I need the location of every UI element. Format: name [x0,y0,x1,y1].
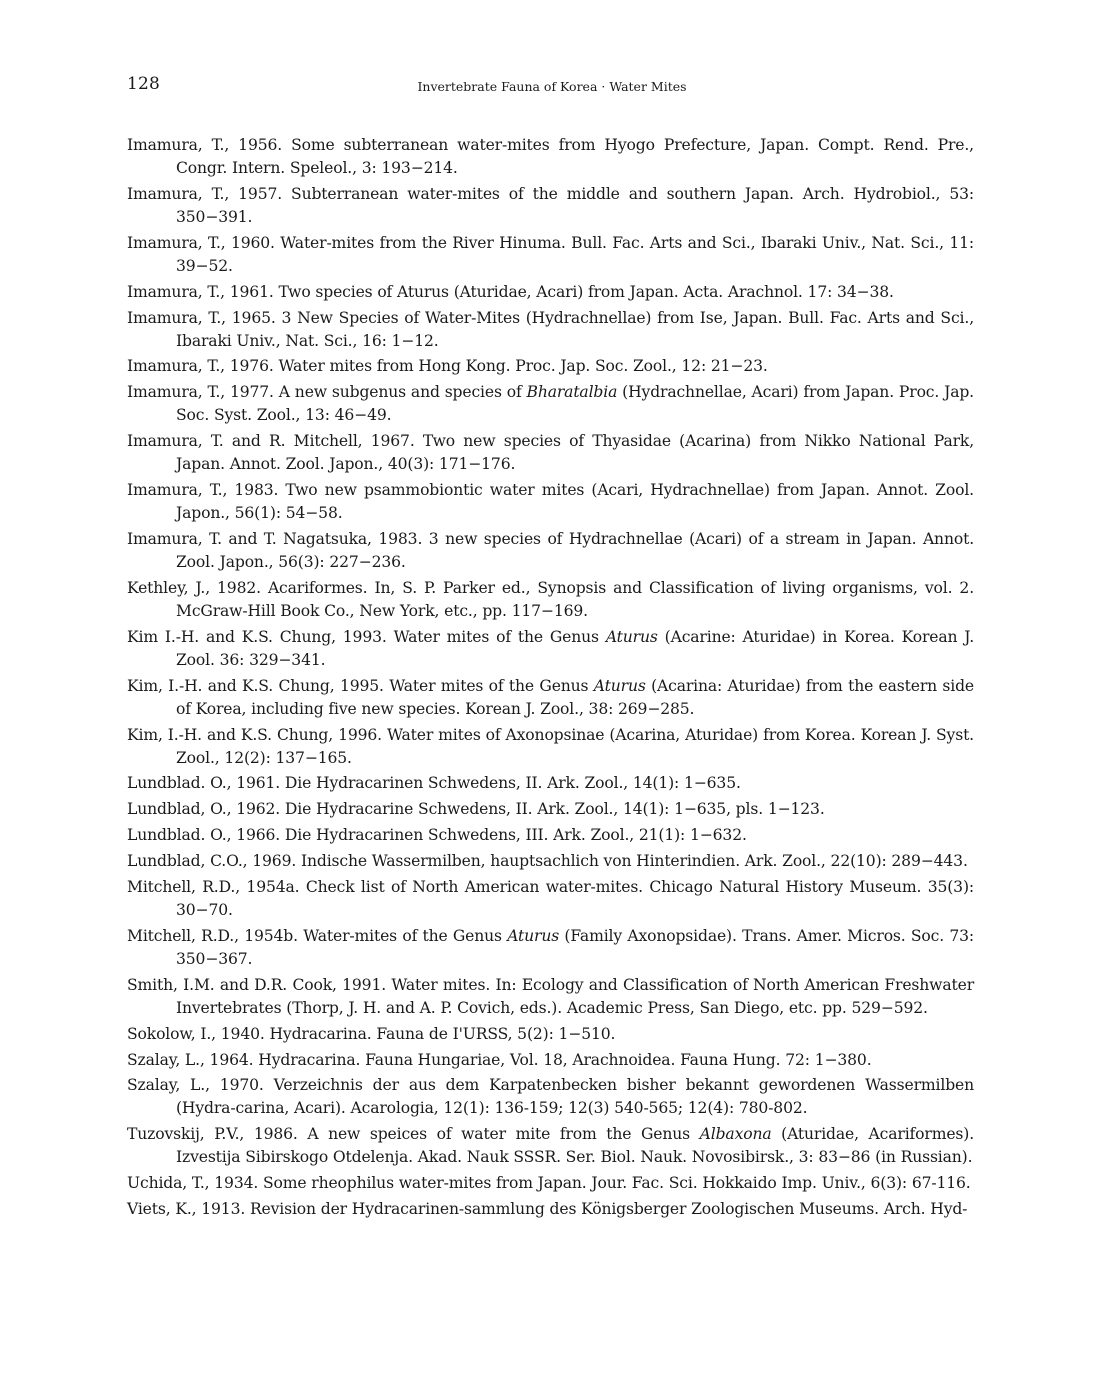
reference-entry: Imamura, T., 1957. Subterranean water-mites of the middle and southern Japan. Arch. Hydrobiol., 53: 350−391. [127,184,974,226]
reference-entry: Imamura, T., 1977. A new subgenus and species of Bharatalbia (Hydrachnellae, Acari) from Japan. Proc. Jap. Soc. Syst. Zool., 13: 46−49. [127,383,974,425]
reference-entry: Imamura, T., 1983. Two new psammobiontic water mites (Acari, Hydrachnellae) from Japan. Annot. Zool. Japon., 56(1): 54−58. [127,481,974,523]
reference-entry: Imamura, T., 1960. Water-mites from the River Hinuma. Bull. Fac. Arts and Sci., Ibaraki Univ., Nat. Sci., 11: 39−52. [127,233,974,275]
reference-entry: Mitchell, R.D., 1954a. Check list of North American water-mites. Chicago Natural History Museum. 35(3): 30−70. [127,878,974,920]
reference-entry: Kim, I.-H. and K.S. Chung, 1996. Water mites of Axonopsinae (Acarina, Aturidae) from Korea. Korean J. Syst. Zool., 12(2): 137−165. [127,725,974,767]
reference-entry: Imamura, T., 1976. Water mites from Hong Kong. Proc. Jap. Soc. Zool., 12: 21−23. [127,357,768,376]
reference-list [127,134,974,1224]
reference-entry: Mitchell, R.D., 1954b. Water-mites of the Genus Aturus (Family Axonopsidae). Trans. Amer. Micros. Soc. 73: 350−367. [127,926,974,968]
reference-entry: Imamura, T., 1965. 3 New Species of Water-Mites (Hydrachnellae) from Ise, Japan. Bull. Fac. Arts and Sci., Ibaraki Univ., Nat. Sci., 16: 1−12. [127,308,974,350]
reference-entry: Lundblad, O., 1962. Die Hydracarine Schwedens, II. Ark. Zool., 14(1): 1−635, pls. 1−123. [127,800,825,819]
running-header: Invertebrate Fauna of Korea · Water Mites [417,79,687,94]
page-number: 128 [127,74,161,94]
reference-entry: Viets, K., 1913. Revision der Hydracarinen-sammlung des Königsberger Zoologischen Museums. Arch. Hyd- [127,1200,968,1219]
reference-entry: Kethley, J., 1982. Acariformes. In, S. P. Parker ed., Synopsis and Classification of living organisms, vol. 2. McGraw-Hill Book Co., New York, etc., pp. 117−169. [127,578,974,620]
reference-entry: Szalay, L., 1964. Hydracarina. Fauna Hungariae, Vol. 18, Arachnoidea. Fauna Hung. 72: 1−380. [127,1050,872,1069]
reference-entry: Kim, I.-H. and K.S. Chung, 1995. Water mites of the Genus Aturus (Acarina: Aturidae) from the eastern side of Korea, including five new species. Korean J. Zool., 38: 269−285. [127,676,974,718]
reference-entry: Kim I.-H. and K.S. Chung, 1993. Water mites of the Genus Aturus (Acarine: Aturidae) in Korea. Korean J. Zool. 36: 329−341. [127,627,975,669]
reference-entry: Lundblad. O., 1961. Die Hydracarinen Schwedens, II. Ark. Zool., 14(1): 1−635. [127,774,741,793]
reference-entry: Smith, I.M. and D.R. Cook, 1991. Water mites. In: Ecology and Classification of North American Freshwater Invertebrates (Thorp, J. H. and A. P. Covich, eds.). Academic Press, San Diego, etc. pp. 529−592. [127,975,974,1017]
reference-entry: Lundblad. O., 1966. Die Hydracarinen Schwedens, III. Ark. Zool., 21(1): 1−632. [127,826,747,845]
reference-entry: Imamura, T., 1956. Some subterranean water-mites from Hyogo Prefecture, Japan. Compt. Rend. Pre., Congr. Intern. Speleol., 3: 193−214. [127,136,974,177]
reference-entry: Imamura, T. and R. Mitchell, 1967. Two new species of Thyasidae (Acarina) from Nikko National Park, Japan. Annot. Zool. Japon., 40(3): 171−176. [127,432,974,474]
reference-entry: Imamura, T., 1961. Two species of Aturus (Aturidae, Acari) from Japan. Acta. Arachnol. 17: 34−38. [127,282,894,301]
reference-entry: Uchida, T., 1934. Some rheophilus water-mites from Japan. Jour. Fac. Sci. Hokkaido Imp. Univ., 6(3): 67-116. [127,1174,971,1193]
reference-entry: Imamura, T. and T. Nagatsuka, 1983. 3 new species of Hydrachnellae (Acari) of a stream in Japan. Annot. Zool. Japon., 56(3): 227−236. [127,530,974,572]
reference-entry: Szalay, L., 1970. Verzeichnis der aus dem Karpatenbecken bisher bekannt gewordenen Wassermilben (Hydra-carina, Acari). Acarologia, 12(1): 136-159; 12(3) 540-565; 12(4): 780-802. [127,1076,974,1118]
reference-entry: Lundblad, C.O., 1969. Indische Wassermilben, hauptsachlich von Hinterindien. Ark. Zool., 22(10): 289−443. [127,852,968,871]
reference-entry: Sokolow, I., 1940. Hydracarina. Fauna de I'URSS, 5(2): 1−510. [127,1024,616,1043]
reference-entry: Tuzovskij, P.V., 1986. A new speices of water mite from the Genus Albaxona (Aturidae, Acariformes). Izvestija Sibirskogo Otdelenja. Akad. Nauk SSSR. Ser. Biol. Nauk. Novosibirsk., 3: 83−86 (in Russian). [127,1125,975,1167]
